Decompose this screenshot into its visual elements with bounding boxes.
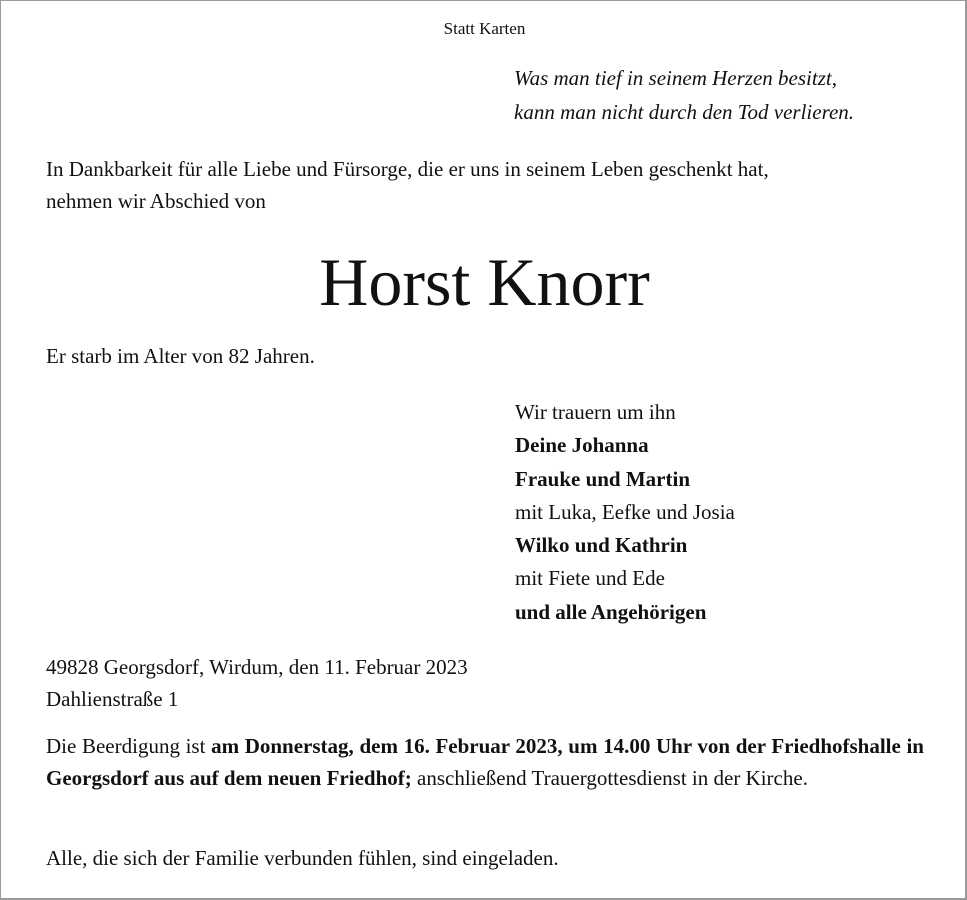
memorial-quote (514, 61, 854, 129)
mourner-line: und alle Angehörigen (515, 599, 707, 624)
funeral-details (46, 730, 924, 794)
mourners-intro: Wir trauern um ihn (515, 400, 676, 424)
quote-line-1: Was man tief in seinem Herzen besitzt, (514, 66, 837, 90)
mourner-line: mit Fiete und Ede (515, 566, 665, 591)
street-address: Dahlienstraße 1 (46, 687, 179, 711)
quote-line-2: kann man nicht durch den Tod verlieren. (514, 100, 855, 124)
funeral-lead: Die Beerdigung ist (46, 734, 212, 758)
mourner-line: Frauke und Martin (515, 466, 691, 491)
notice-header: Statt Karten (443, 19, 526, 38)
intro-text (46, 153, 769, 217)
closing-invitation: Alle, die sich der Familie verbunden fühlen, sind eingeladen. (46, 846, 559, 870)
mourner-line: Wilko und Kathrin (515, 533, 688, 558)
intro-line-2: nehmen wir Abschied von (46, 189, 266, 213)
funeral-date-place: am Donnerstag, dem 16. Februar 2023, um 14.00 Uhr von der Friedhofshalle in Georgsdorf aus auf dem neuen Friedhof; (46, 734, 924, 790)
place-date: 49828 Georgsdorf, Wirdum, den 11. Februar 2023 (46, 655, 468, 679)
deceased-name: Horst Knorr (319, 244, 650, 320)
place-and-address (46, 651, 468, 715)
intro-line-1: In Dankbarkeit für alle Liebe und Fürsorge, die er uns in seinem Leben geschenkt hat, (46, 157, 769, 181)
funeral-tail: anschließend Trauergottesdienst in der Kirche. (411, 766, 808, 790)
mourner-line: mit Luka, Eefke und Josia (515, 499, 735, 524)
mourners-list (515, 396, 735, 629)
age-statement: Er starb im Alter von 82 Jahren. (46, 344, 315, 368)
mourner-line: Deine Johanna (515, 433, 649, 458)
